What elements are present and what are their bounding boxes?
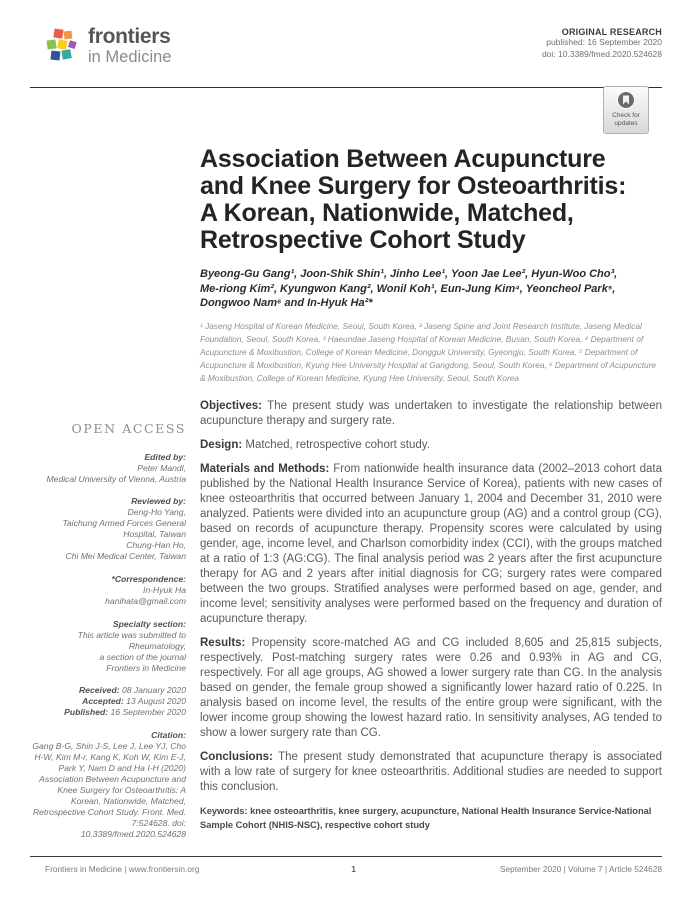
received-date: Received: 08 January 2020	[78, 685, 186, 695]
results-paragraph: Results: Propensity score-matched AG and CG included 8,605 and 25,815 subjects, respectively. Post-matching surgery rates were 0.26 and 0.93% in AG and CG, respectively. For all age groups, AG showed a lower surgery rate than CG. In the analysis based on gender, the female group showed a significantly lower hazard ratio of 0.225. In analysis based on income level, the results of the entire group were significant, with the lower income group showing the lowest hazard ratio. In sensitivity analyses, AG tended to show a lower surgery rate than CG.	[200, 636, 662, 739]
reviewed-by-section	[26, 496, 186, 562]
specialty-line: Frontiers in Medicine	[106, 663, 186, 673]
correspondence-section	[26, 574, 186, 607]
author-list	[200, 267, 662, 311]
footer-divider	[30, 856, 662, 857]
edited-by-section	[26, 452, 186, 485]
published-date: Published: 16 September 2020	[64, 707, 186, 717]
conclusions-paragraph: Conclusions: The present study demonstrated that acupuncture therapy is associated with a low rate of surgery for knee osteoarthritis. Additional studies are needed to support this conclusion.	[200, 750, 662, 793]
design-paragraph: Design: Matched, retrospective cohort study.	[200, 438, 430, 451]
crossmark-icon	[616, 90, 636, 110]
reviewer-line: Hospital, Taiwan	[123, 529, 186, 539]
published-date: published: 16 September 2020	[546, 37, 662, 47]
footer-issue-info: September 2020 | Volume 7 | Article 524628	[499, 864, 662, 874]
correspondence-email-link[interactable]: hanihata@gmail.com	[105, 596, 186, 606]
article-title: Association Between Acupuncture and Knee Surgery for Osteoarthritis: A Korean, Nationwide, Matched, Retrospective Cohort Study	[200, 145, 627, 254]
journal-name: in Medicine	[88, 48, 172, 66]
author-line: Me-riong Kim², Kyungwon Kang², Wonil Koh¹, Eun-Jung Kim⁴, Yeoncheol Park⁵,	[200, 282, 616, 295]
author-line: Byeong-Gu Gang¹, Joon-Shik Shin¹, Jinho Lee¹, Yoon Jae Lee², Hyun-Woo Cho³,	[200, 268, 618, 280]
header-divider	[30, 87, 662, 88]
editor-name: Peter Mandl,	[137, 463, 186, 473]
edited-by-label: Edited by:	[144, 452, 186, 462]
methods-paragraph: Materials and Methods: From nationwide health insurance data (2002–2013 cohort data published by the National Health Insurance Service of Korea), patients with new cases of knee osteoarthritis that occurred between January 1, 2004 and December 31, 2010 were analyzed. Patients were divided into an acupuncture group (AG) and a control group (CG), based on records of acupuncture therapy. Propensity scores were calculated by using gender, age, income level, and Charlson comorbidity index (CCI), with the groups matched at a ratio of 1:3 (AG:CG). The final analysis period was 2 years after the first acupuncture therapy for AG and 2 years after initial diagnosis for CG; surgery rates were compared between the two groups. Stratified analyses were performed based on age, gender, and income level; sensitivity analyses were performed based on the frequency and duration of acupuncture therapy.	[200, 462, 662, 625]
specialty-section	[26, 619, 186, 674]
affiliations: ¹ Jaseng Hospital of Korean Medicine, Seoul, South Korea, ² Jaseng Spine and Joint Research Institute, Jaseng Medical Foundation, Seoul, South Korea, ³ Haeundae Jaseng Hospital of Korean Medicine, Busan, South Korea, ⁴ Department of Acupuncture & Moxibustion, College of Korean Medicine, Dongguk University, Gyeongju, South Korea, ⁵ Department of Acupuncture & Moxibustion, Kyung Hee University Hospital at Gangdong, Seoul, South Korea, ⁶ Department of Acupuncture & Moxibustion, College of Korean Medicine, Kyung Hee University, Seoul, South Korea	[200, 320, 657, 383]
citation-section	[26, 730, 186, 840]
objectives-paragraph: Objectives: The present study was undertaken to investigate the relationship between acupuncture therapy and surgery rate.	[200, 399, 662, 427]
specialty-line: This article was submitted to	[77, 630, 186, 640]
page-number: 1	[351, 864, 356, 874]
open-access-label: OPEN ACCESS	[71, 421, 186, 436]
specialty-section-label: Specialty section:	[112, 619, 186, 629]
specialty-line: Rheumatology,	[128, 641, 186, 651]
footer-journal-link[interactable]: Frontiers in Medicine | www.frontiersin.org	[45, 864, 200, 874]
frontiers-logo-mark-icon	[45, 26, 81, 66]
check-for-updates-badge[interactable]	[603, 86, 649, 134]
reviewer-line: Taichung Armed Forces General	[62, 518, 186, 528]
history-dates-section	[26, 685, 186, 718]
reviewer-line: Deng-Ho Yang,	[127, 507, 186, 517]
abstract	[200, 399, 662, 832]
check-updates-label: Check for updates	[612, 112, 640, 127]
specialty-line: a section of the journal	[99, 652, 186, 662]
article-meta-sidebar	[26, 423, 186, 851]
accepted-date: Accepted: 13 August 2020	[82, 696, 186, 706]
author-line: Dongwoo Nam⁶ and In-Hyuk Ha²*	[200, 297, 373, 309]
citation-label: Citation:	[151, 730, 186, 740]
article-type-label: ORIGINAL RESEARCH	[561, 27, 662, 37]
reviewer-line: Chung-Han Ho,	[126, 540, 186, 550]
logo-wordmark: frontiers	[88, 25, 171, 48]
correspondence-label: *Correspondence:	[111, 574, 186, 584]
frontiers-logo	[45, 26, 171, 66]
keywords-line: Keywords: knee osteoarthritis, knee surgery, acupuncture, National Health Insurance Service-National Sample Cohort (NHIS-NSC), respective cohort study	[200, 805, 652, 830]
reviewed-by-label: Reviewed by:	[131, 496, 186, 506]
doi-link[interactable]: doi: 10.3389/fmed.2020.524628	[541, 48, 662, 59]
citation-text: Gang B-G, Shin J-S, Lee J, Lee YJ, Cho H-W, Kim M-r, Kang K, Koh W, Kim E-J, Park Y, Nam D and Ha I-H (2020) Association Between Acupuncture and Knee Surgery for Osteoarthritis: A Korean, Nationwide, Matched, Retrospective Cohort Study. Front. Med. 7:524628. doi: 10.3389/fmed.2020.524628	[32, 741, 186, 839]
editor-affiliation: Medical University of Vienna, Austria	[46, 474, 186, 484]
reviewer-line: Chi Mei Medical Center, Taiwan	[65, 551, 186, 561]
page-footer	[45, 864, 662, 874]
correspondence-name: In-Hyuk Ha	[143, 585, 186, 595]
